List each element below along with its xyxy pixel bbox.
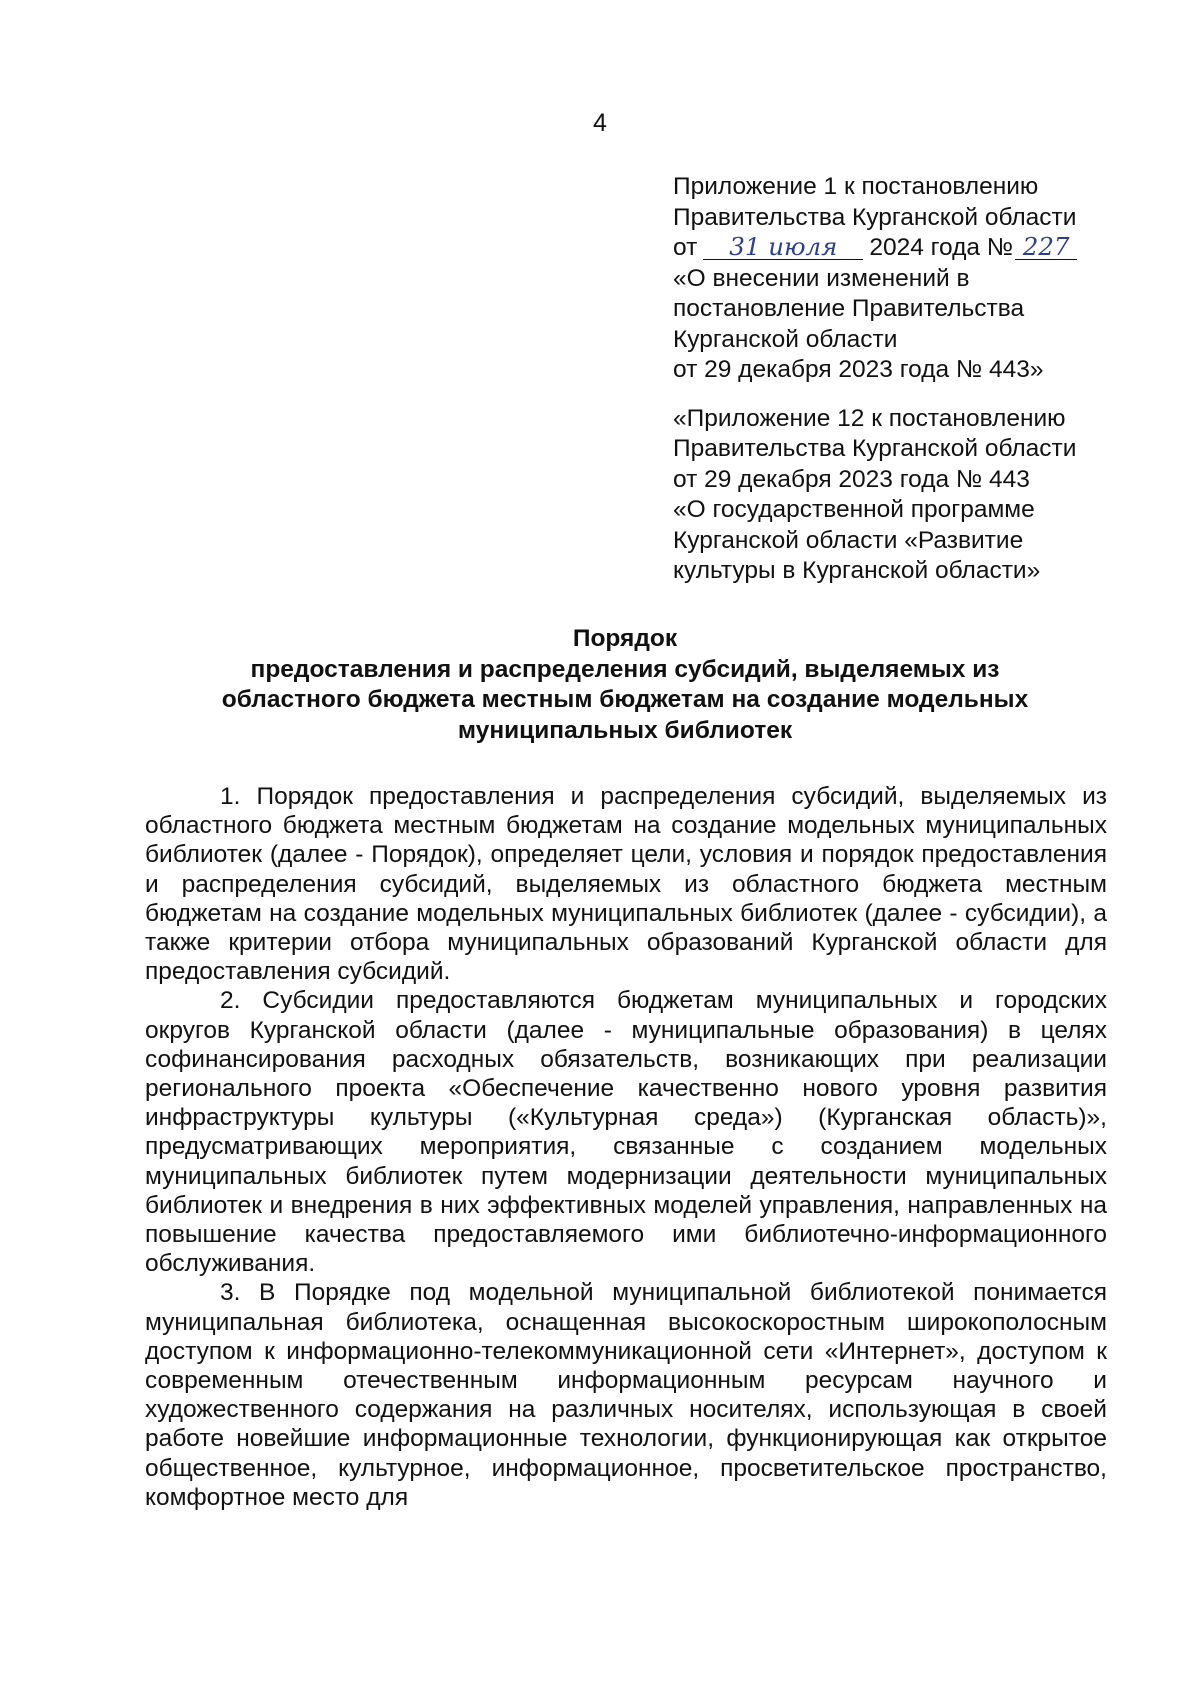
appendix2-line: «Приложение 12 к постановлению bbox=[673, 404, 1066, 432]
title-line: Порядок bbox=[572, 625, 678, 652]
appendix2-line: культуры в Курганской области» bbox=[673, 557, 1041, 584]
appendix2-line: «О государственной программе bbox=[673, 496, 1035, 523]
appendix2-line: Курганской области «Развитие bbox=[673, 526, 1024, 554]
appendix-header bbox=[673, 172, 1133, 587]
appendix-line: «О внесении изменений в bbox=[673, 264, 970, 292]
appendix-line: постановление Правительства bbox=[673, 295, 1025, 322]
appendix-line: Курганской области bbox=[673, 325, 898, 353]
handwritten-date: 31 июля bbox=[703, 235, 863, 260]
paragraph: 2. Субсидии предоставляются бюджетам муниципальных и городских округов Курганской области (далее - муниципальные образования) в целях софинансирования расходных обязательств, возникающих при реализации регионального проекта «Обеспечение качественно нового уровня развития инфраструктуры культуры («Культурная среда») (Курганская область)», предусматривающих мероприятия, связанные с созданием модельных муниципальных библиотек путем модернизации деятельности муниципальных библиотек и внедрения в них эффективных моделей управления, направленных на повышение качества предоставляемого ими библиотечно-информационного обслуживания. bbox=[145, 987, 1107, 1278]
title-line: муниципальных библиотек bbox=[457, 716, 793, 744]
date-middle: 2024 года № bbox=[869, 234, 1014, 261]
paragraph: 3. В Порядке под модельной муниципальной библиотекой понимается муниципальная библиотека, оснащенная высокоскоростным широкополосным доступом к информационно-телекоммуникационной сети «Интернет», доступом к современным отечественным информационным ресурсам научного и художественного содержания на различных носителях, использующая в своей работе новейшие информационные технологии, функционирующая как открытое общественное, культурное, информационное, просветительское пространство, комфортное место для bbox=[145, 1279, 1107, 1511]
appendix-line: от 29 декабря 2023 года № 443» bbox=[673, 356, 1044, 383]
date-prefix: от bbox=[673, 234, 698, 261]
handwritten-number: 227 bbox=[1015, 235, 1077, 260]
document-body bbox=[145, 782, 1107, 1512]
title-line: предоставления и распределения субсидий, выделяемых из bbox=[250, 655, 1000, 683]
appendix-date-line bbox=[673, 233, 1133, 264]
appendix-line: Правительства Курганской области bbox=[673, 203, 1077, 231]
appendix2-line: Правительства Курганской области bbox=[673, 435, 1077, 462]
paragraph: 1. Порядок предоставления и распределения субсидий, выделяемых из областного бюджета местным бюджетам на создание модельных муниципальных библиотек (далее - Порядок), определяет цели, условия и порядок предоставления и распределения субсидий, выделяемых из областного бюджета местным бюджетам на создание модельных муниципальных библиотек (далее - субсидии), а также критерии отбора муниципальных образований Курганской области для предоставления субсидий. bbox=[145, 783, 1107, 986]
title-line: областного бюджета местным бюджетам на создание модельных bbox=[221, 686, 1029, 713]
appendix2-line: от 29 декабря 2023 года № 443 bbox=[673, 465, 1030, 493]
appendix-line: Приложение 1 к постановлению bbox=[673, 173, 1039, 200]
page-number: 4 bbox=[593, 109, 607, 137]
document-title bbox=[140, 624, 1110, 746]
